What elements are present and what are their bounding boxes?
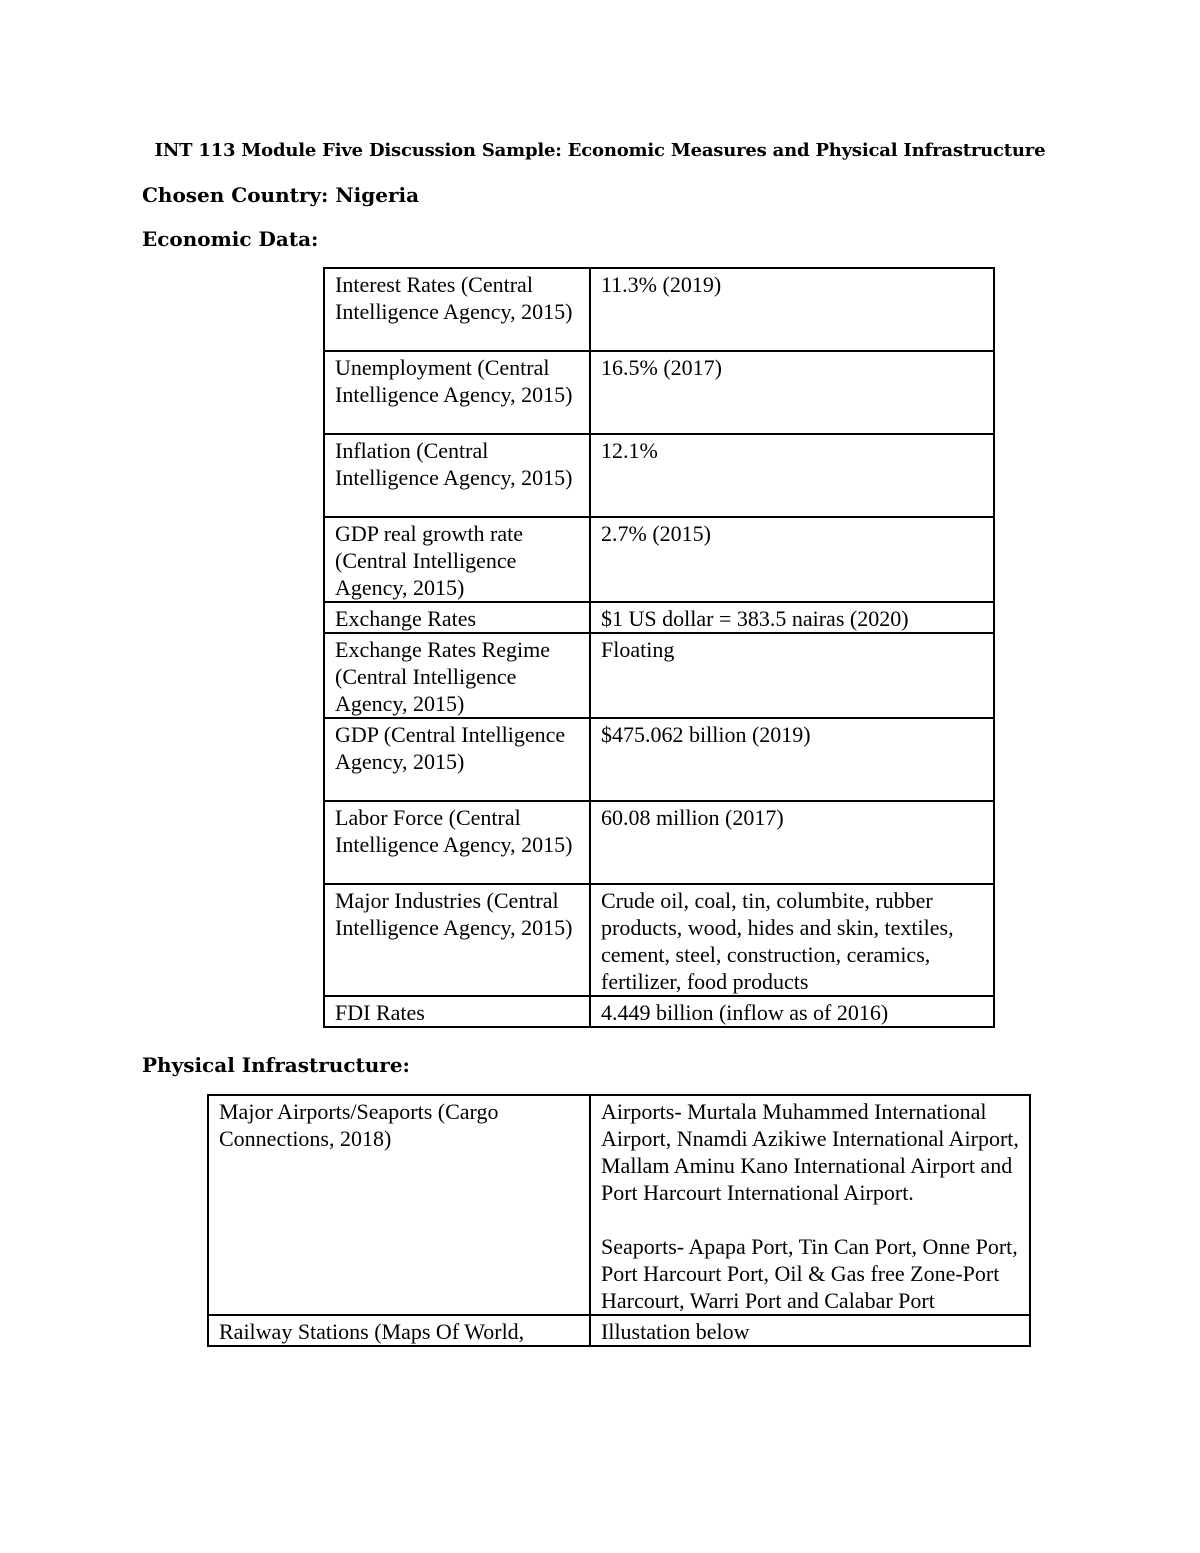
document-title: INT 113 Module Five Discussion Sample: Economic Measures and Physical Infrastructure [154, 140, 1046, 161]
row-label: FDI Rates [324, 996, 590, 1027]
row-value: 16.5% (2017) [590, 351, 994, 434]
table-row [208, 1095, 1030, 1315]
row-value: 4.449 billion (inflow as of 2016) [590, 996, 994, 1027]
row-label: Major Airports/Seaports (Cargo Connections, 2018) [208, 1095, 590, 1315]
table-row [324, 602, 994, 633]
row-label: Inflation (Central Intelligence Agency, 2015) [324, 434, 590, 517]
paragraph-gap [601, 1206, 1019, 1233]
row-label: GDP (Central Intelligence Agency, 2015) [324, 718, 590, 801]
physical-infrastructure-heading: Physical Infrastructure: [142, 1053, 410, 1077]
row-label: Exchange Rates [324, 602, 590, 633]
table-row [324, 801, 994, 884]
row-value: Illustation below [590, 1315, 1030, 1346]
row-label: GDP real growth rate (Central Intelligence Agency, 2015) [324, 517, 590, 602]
row-value: 2.7% (2015) [590, 517, 994, 602]
chosen-country-heading: Chosen Country: Nigeria [142, 183, 420, 207]
table-row [324, 996, 994, 1027]
row-label: Railway Stations (Maps Of World, [208, 1315, 590, 1346]
row-value [590, 1095, 1030, 1315]
seaports-list: Seaports- Apapa Port, Tin Can Port, Onne Port, Port Harcourt Port, Oil & Gas free Zone-Port Harcourt, Warri Port and Calabar Port [601, 1234, 1018, 1313]
physical-infrastructure-table [207, 1094, 1031, 1347]
row-label: Unemployment (Central Intelligence Agency, 2015) [324, 351, 590, 434]
row-value: 60.08 million (2017) [590, 801, 994, 884]
row-value: 11.3% (2019) [590, 268, 994, 351]
table-row [324, 718, 994, 801]
row-value: $475.062 billion (2019) [590, 718, 994, 801]
table-row [324, 268, 994, 351]
table-row [324, 517, 994, 602]
row-value: $1 US dollar = 383.5 nairas (2020) [590, 602, 994, 633]
row-value: Floating [590, 633, 994, 718]
table-row [324, 351, 994, 434]
row-value: 12.1% [590, 434, 994, 517]
economic-data-heading: Economic Data: [142, 227, 319, 251]
table-row [208, 1315, 1030, 1346]
airports-list: Airports- Murtala Muhammed International Airport, Nnamdi Azikiwe International Airport, Mallam Aminu Kano International Airport and Port Harcourt International Airport. [601, 1099, 1019, 1205]
row-label: Major Industries (Central Intelligence Agency, 2015) [324, 884, 590, 996]
table-row [324, 884, 994, 996]
table-row [324, 434, 994, 517]
row-label: Interest Rates (Central Intelligence Agency, 2015) [324, 268, 590, 351]
economic-data-table [323, 267, 995, 1028]
table-row [324, 633, 994, 718]
row-value: Crude oil, coal, tin, columbite, rubber products, wood, hides and skin, textiles, cement, steel, construction, ceramics, fertilizer, food products [590, 884, 994, 996]
row-label: Labor Force (Central Intelligence Agency, 2015) [324, 801, 590, 884]
row-label: Exchange Rates Regime (Central Intelligence Agency, 2015) [324, 633, 590, 718]
